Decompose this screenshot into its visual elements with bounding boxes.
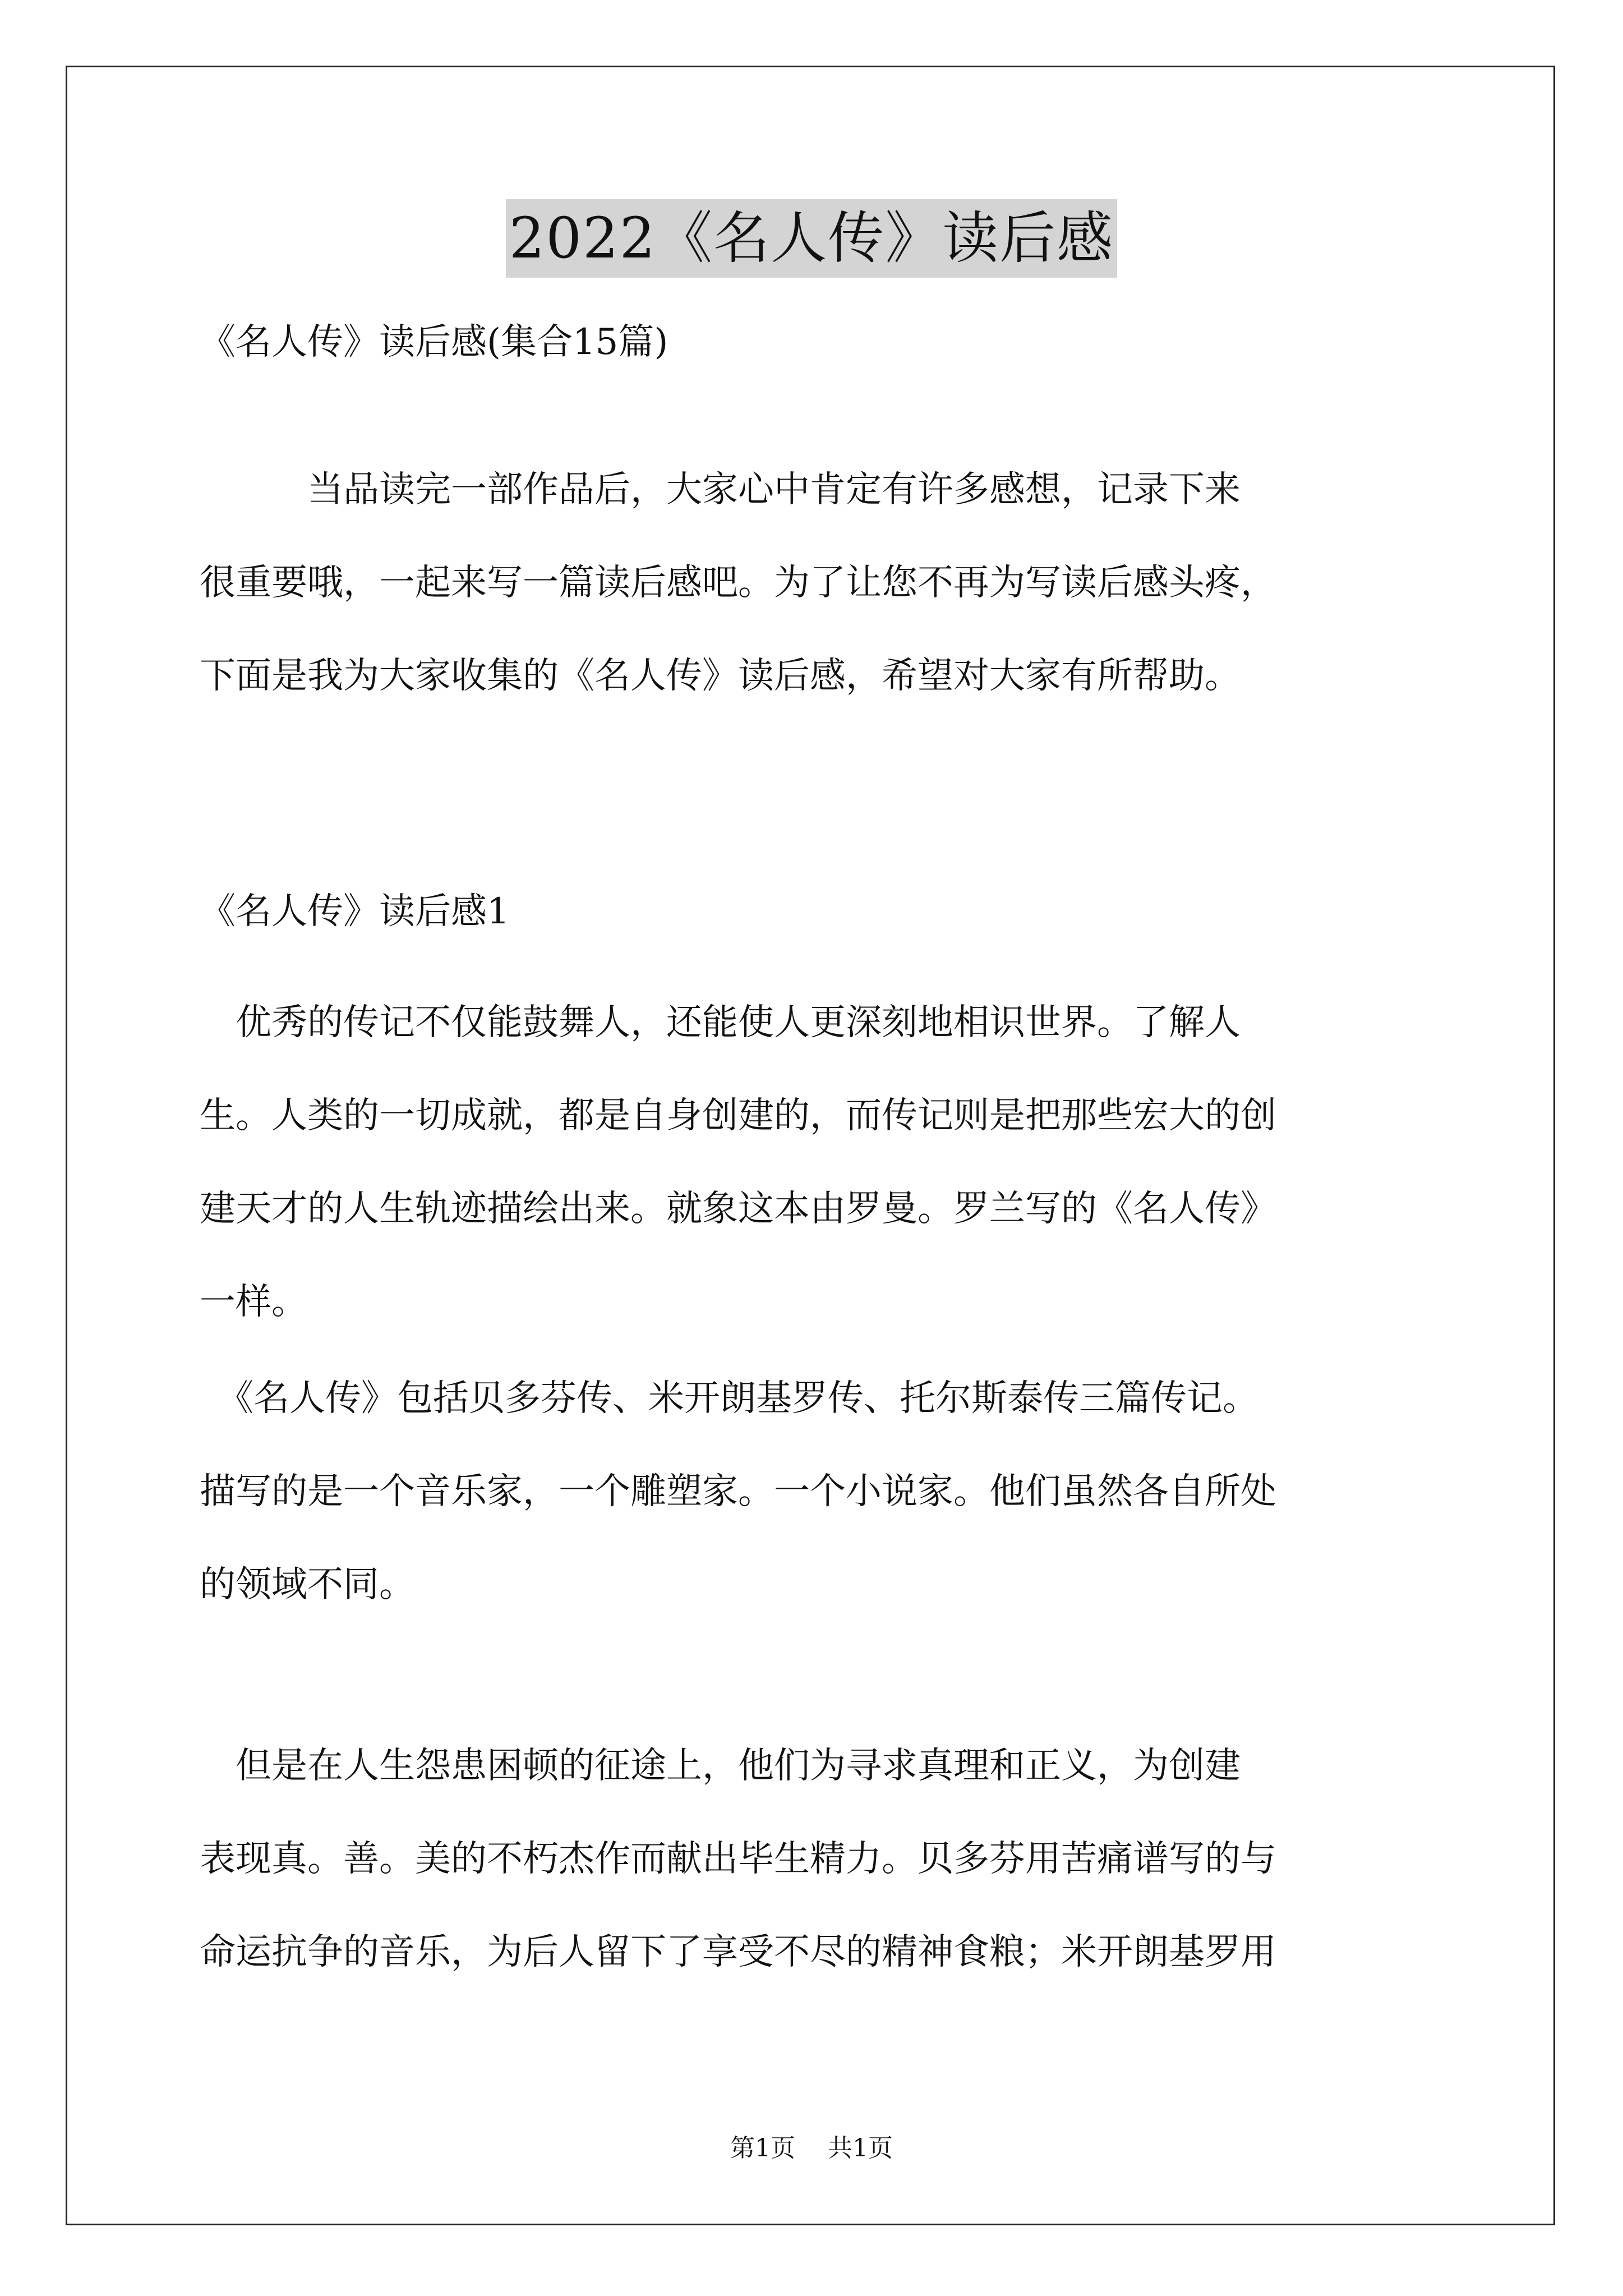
paragraph-line: 生。人类的一切成就，都是自身创建的，而传记则是把那些宏大的创 xyxy=(200,1095,1276,1137)
paragraph-line: 描写的是一个音乐家，一个雕塑家。一个小说家。他们虽然各自所处 xyxy=(200,1471,1276,1512)
body-paragraph-1 xyxy=(200,976,1461,1349)
intro-line: 很重要哦，一起来写一篇读后感吧。为了让您不再为写读后感头疼， xyxy=(200,562,1276,604)
page-footer: 第1页 共1页 xyxy=(730,2134,893,2162)
body-paragraph-3 xyxy=(200,1719,1461,1999)
section-heading: 《名人传》读后感1 xyxy=(200,891,510,932)
intro-line: 下面是我为大家收集的《名人传》读后感，希望对大家有所帮助。 xyxy=(200,655,1241,697)
document-title: 2022《名人传》读后感 xyxy=(506,199,1118,278)
paragraph-line: 一样。 xyxy=(200,1281,307,1323)
paragraph-line: 表现真。善。美的不朽杰作而献出毕生精力。贝多芬用苦痛谱写的与 xyxy=(200,1838,1276,1880)
paragraph-line: 的领域不同。 xyxy=(200,1564,415,1605)
paragraph-line: 命运抗争的音乐，为后人留下了享受不尽的精神食粮；米开朗基罗用 xyxy=(200,1931,1276,1973)
intro-line: 当品读完一部作品后，大家心中肯定有许多感想，记录下来 xyxy=(200,469,1241,510)
document-subtitle: 《名人传》读后感(集合15篇) xyxy=(200,321,668,363)
intro-paragraph xyxy=(200,443,1461,723)
paragraph-line: 《名人传》包括贝多芬传、米开朗基罗传、托尔斯泰传三篇传记。 xyxy=(200,1378,1258,1419)
paragraph-line: 建天才的人生轨迹描绘出来。就象这本由罗曼。罗兰写的《名人传》 xyxy=(200,1188,1276,1230)
paragraph-line: 但是在人生怨患困顿的征途上，他们为寻求真理和正义，为创建 xyxy=(200,1745,1241,1787)
body-paragraph-2 xyxy=(200,1352,1461,1631)
title-container xyxy=(0,199,1623,278)
paragraph-line: 优秀的传记不仅能鼓舞人，还能使人更深刻地相识世界。了解人 xyxy=(200,1002,1241,1043)
